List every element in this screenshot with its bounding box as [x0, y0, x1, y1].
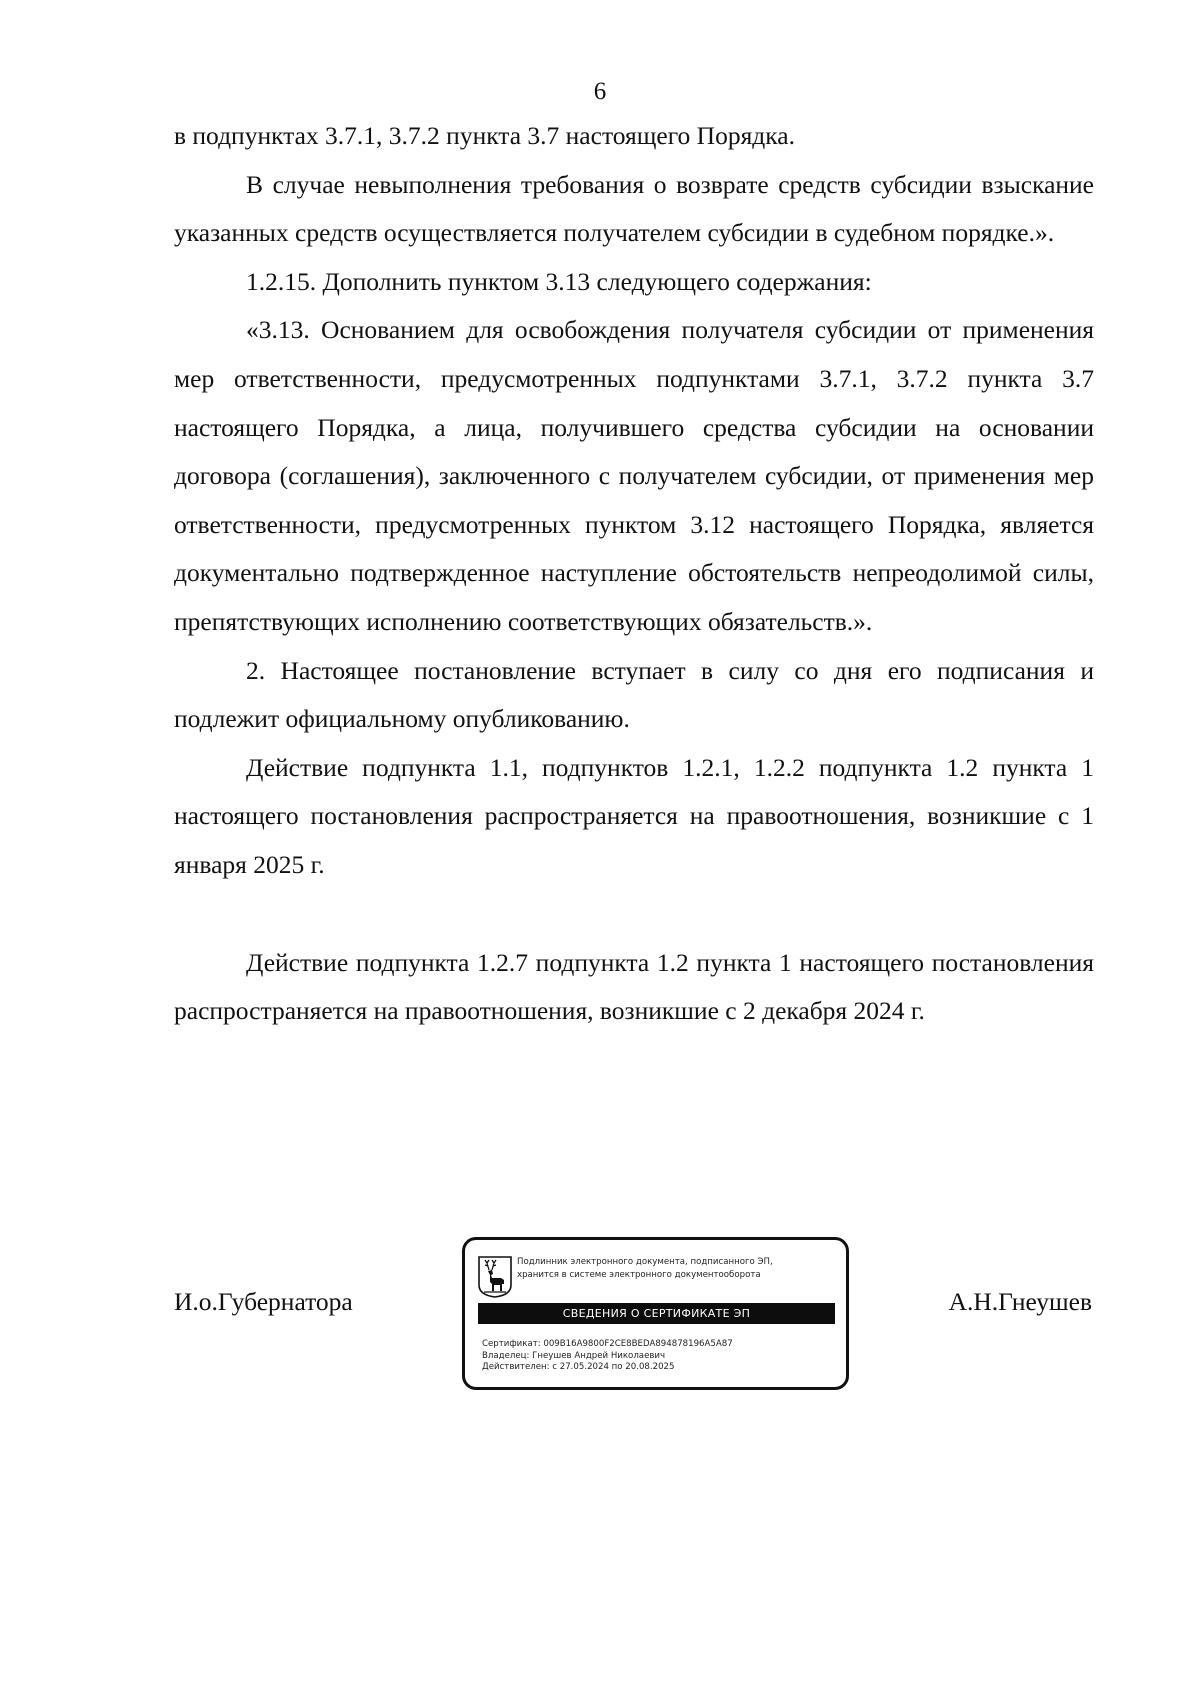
certificate-validity: Действителен: с 27.05.2024 по 20.08.2025: [482, 1362, 675, 1372]
paragraph: 1.2.15. Дополнить пунктом 3.13 следующего содержания:: [246, 266, 872, 296]
paragraph: В случае невыполнения требования о возврате средств субсидии взыскание указанных средств осуществляется получателем субсидии в судебном порядке.».: [174, 169, 1094, 248]
stamp-header-line: Подлинник электронного документа, подписанного ЭП,: [517, 1257, 773, 1267]
page-number: 6: [593, 78, 607, 105]
stamp-title: СВЕДЕНИЯ О СЕРТИФИКАТЕ ЭП: [478, 1303, 835, 1324]
stamp-certificate-details: [482, 1339, 842, 1374]
paragraph: в подпунктах 3.7.1, 3.7.2 пункта 3.7 настоящего Порядка.: [174, 121, 795, 150]
electronic-signature-stamp: [462, 1237, 849, 1390]
certificate-owner: Владелец: Гнеушев Андрей Николаевич: [482, 1350, 666, 1361]
paragraph: «3.13. Основанием для освобождения получателя субсидии от применения мер ответственности, предусмотренных подпунктами 3.7.1, 3.7.2 пункта 3.7 настоящего Порядка, а лица, получившего средства субсидии на основании договора (соглашения), заключенного с получателем субсидии, от применения мер ответственности, предусмотренных пунктом 3.12 настоящего Порядка, является документально подтвержденное наступление обстоятельств непреодолимой силы, препятствующих исполнению соответствующих обязательств.».: [174, 315, 1094, 636]
paragraph: 2. Настоящее постановление вступает в силу со дня его подписания и подлежит официальному опубликованию.: [174, 655, 1094, 734]
certificate-number: Сертификат: 009B16A9800F2CE8BEDA894878196A5A87: [482, 1339, 733, 1349]
paragraph: Действие подпункта 1.2.7 подпункта 1.2 пункта 1 настоящего постановления распространяется на правоотношения, возникшие с 2 декабря 2024 г.: [174, 947, 1094, 1026]
signatory-name: А.Н.Гнеушев: [948, 1287, 1092, 1316]
stamp-header-line: хранится в системе электронного документооборота: [517, 1270, 761, 1280]
paragraph: Действие подпункта 1.1, подпунктов 1.2.1, 1.2.2 подпункта 1.2 пункта 1 настоящего постановления распространяется на правоотношения, возникшие с 1 января 2025 г.: [174, 752, 1094, 879]
stamp-header: [517, 1256, 841, 1282]
document-body: [174, 112, 1094, 1036]
signatory-position: И.о.Губернатора: [174, 1287, 353, 1316]
deer-emblem-icon: [478, 1256, 512, 1298]
